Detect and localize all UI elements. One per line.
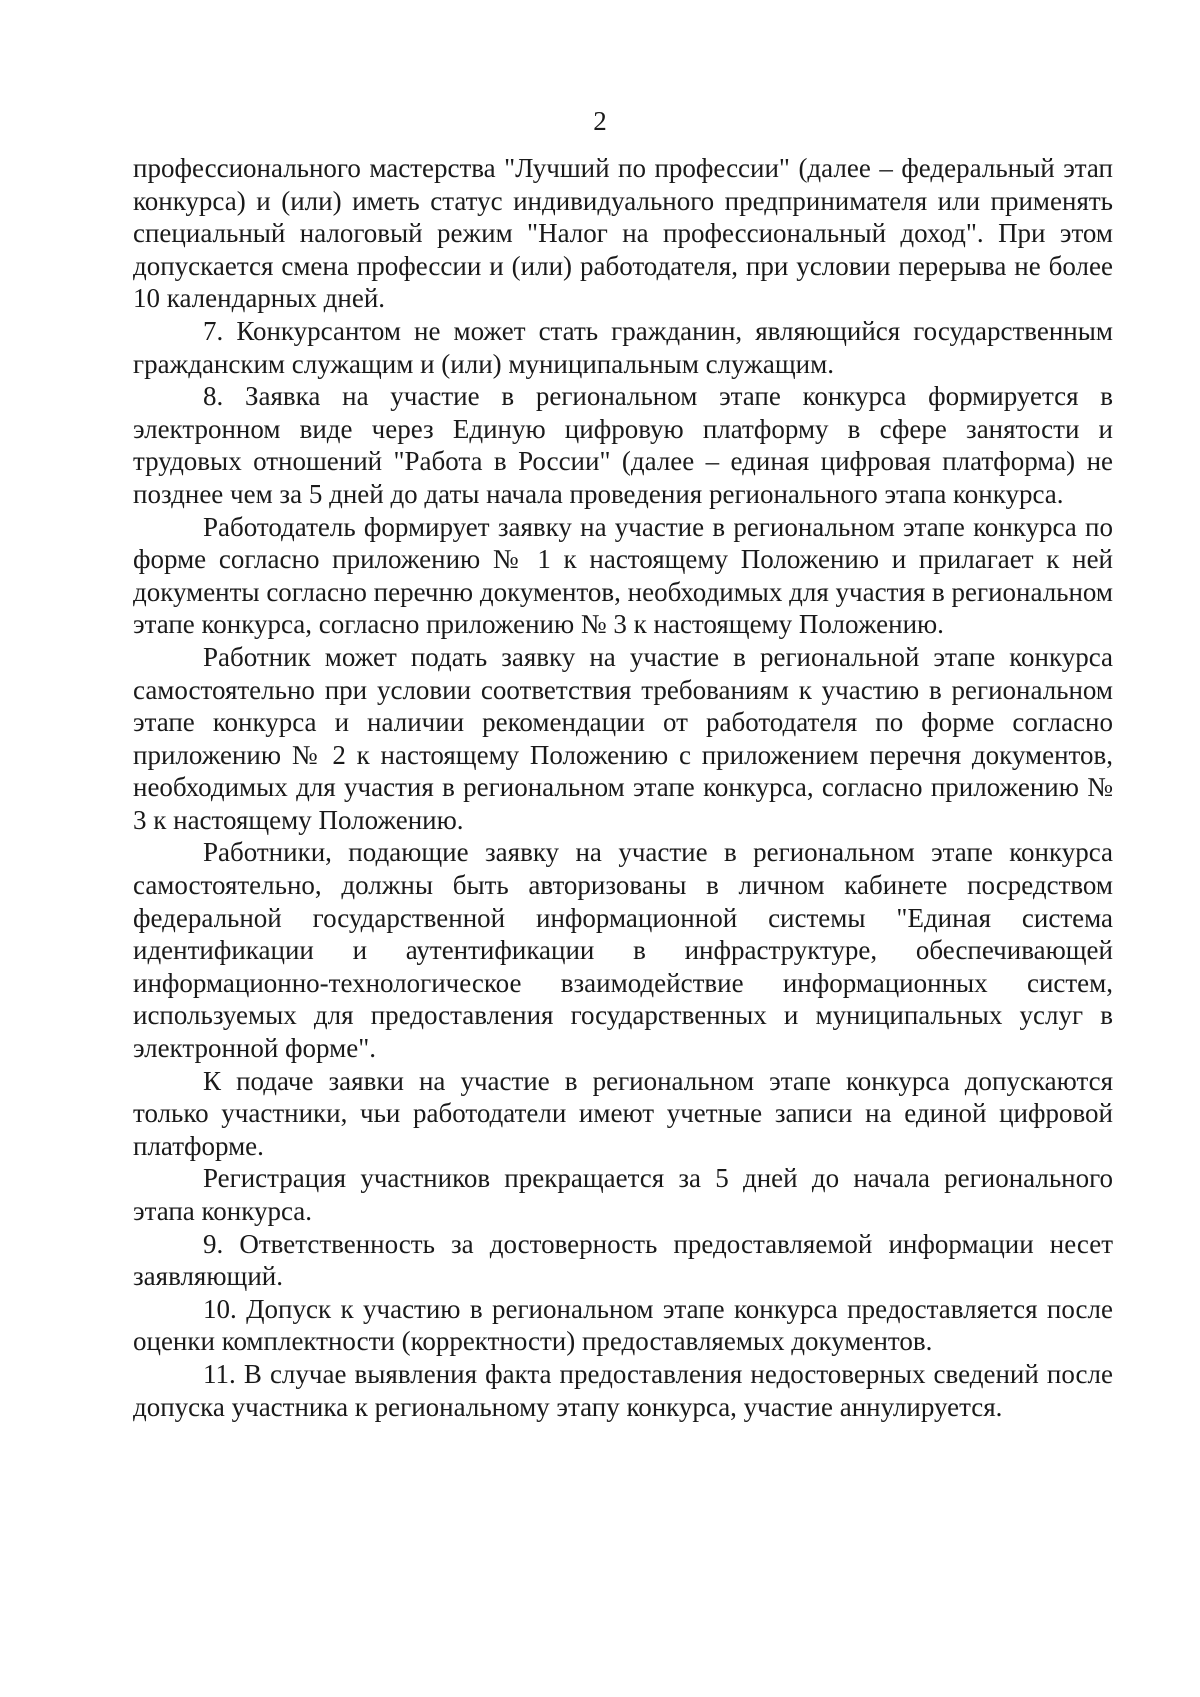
paragraph-item-10: 10. Допуск к участию в региональном этапе конкурса предоставляется после оценки комплектности (корректности) предоставляемых документов.: [133, 1293, 1113, 1357]
paragraph-item-11: 11. В случае выявления факта предоставления недостоверных сведений после допуска участника к региональному этапу конкурса, участие аннулируется.: [133, 1358, 1113, 1422]
paragraph-registration-deadline: Регистрация участников прекращается за 5 дней до начала регионального этапа конкурса.: [133, 1163, 1113, 1226]
paragraph-item-8: 8. Заявка на участие в региональном этапе конкурса формируется в электронном виде через Единую цифровую платформу в сфере занятости и трудовых отношений "Работа в России" (далее – единая цифровая платформа) не позднее чем за 5 дней до даты начала проведения регионального этапа конкурса.: [133, 381, 1113, 509]
paragraph-item-7: 7. Конкурсантом не может стать гражданин, являющийся государственным гражданским служащим и (или) муниципальным служащим.: [133, 315, 1113, 379]
paragraph-worker-application: Работник может подать заявку на участие в региональной этапе конкурса самостоятельно при условии соответствия требованиям к участию в региональном этапе конкурса и наличии рекомендации от работодателя по форме согласно приложению № 2 к настоящему Положению с приложением перечня документов, необходимых для участия в региональном этапе конкурса, согласно приложению № 3 к настоящему Положению.: [133, 641, 1113, 835]
paragraph-item-9: 9. Ответственность за достоверность предоставляемой информации несет заявляющий.: [133, 1228, 1113, 1292]
paragraph-continuation: профессионального мастерства "Лучший по профессии" (далее – федеральный этап конкурса) и (или) иметь статус индивидуального предпринимателя или применять специальный налоговый режим "Налог на профессиональный доход". При этом допускается смена профессии и (или) работодателя, при условии перерыва не более 10 календарных дней.: [133, 153, 1113, 314]
page-number: 2: [593, 106, 607, 136]
paragraph-admission-accounts: К подаче заявки на участие в региональном этапе конкурса допускаются только участники, чьи работодатели имеют учетные записи на единой цифровой платформе.: [133, 1065, 1113, 1161]
paragraph-authorization: Работники, подающие заявку на участие в региональном этапе конкурса самостоятельно, должны быть авторизованы в личном кабинете посредством федеральной государственной информационной системы "Единая система идентификации и аутентификации в инфраструктуре, обеспечивающей информационно-технологическое взаимодействие информационных систем, используемых для предоставления государственных и муниципальных услуг в электронной форме".: [133, 837, 1113, 1064]
document-body: [133, 152, 1113, 1423]
paragraph-employer-application: Работодатель формирует заявку на участие в региональном этапе конкурса по форме согласно приложению № 1 к настоящему Положению и прилагает к ней документы согласно перечню документов, необходимых для участия в региональном этапе конкурса, согласно приложению № 3 к настоящему Положению.: [133, 511, 1114, 640]
